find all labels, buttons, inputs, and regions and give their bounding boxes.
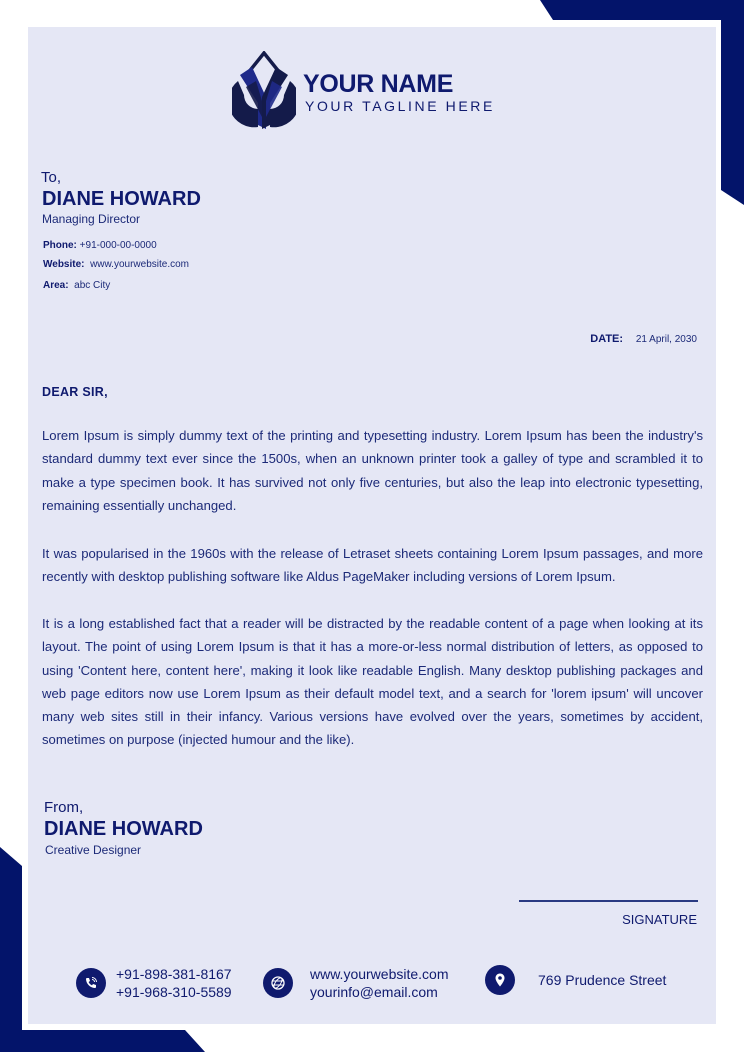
brand-tagline: YOUR TAGLINE HERE — [305, 98, 495, 114]
recipient-website — [43, 259, 189, 270]
sender-name: DIANE HOWARD — [44, 818, 203, 840]
globe-icon — [263, 968, 293, 998]
from-label: From, — [44, 799, 84, 816]
brand-name: YOUR NAME — [303, 70, 454, 98]
body-paragraph-3: It is a long established fact that a reader will be distracted by the readable content of a page when looking at its layout. The point of using Lorem Ipsum is that it has a more-or-less normal distribution of letters, as opposed to using 'Content here, content here', making it look like readable English. Many desktop publishing packages and web page editors now use Lorem Ipsum as their default model text, and a search for 'lorem ipsum' will uncover many web sites still in their infancy. Various versions have evolved over the years, sometimes by accident, sometimes on purpose (injected humour and the like). — [42, 616, 703, 748]
letter-panel — [28, 27, 716, 1024]
tulip-shield-logo-icon — [232, 51, 296, 129]
footer-street: 769 Prudence Street — [538, 972, 667, 988]
date-label: DATE: — [590, 333, 624, 345]
date-value: 21 April, 2030 — [635, 334, 697, 345]
letter-date — [590, 333, 697, 345]
recipient-phone — [43, 240, 157, 251]
footer-website[interactable]: www.yourwebsite.com — [310, 966, 449, 982]
recipient-area — [43, 280, 110, 291]
to-label: To, — [41, 169, 62, 186]
phone-value: +91-000-00-0000 — [79, 240, 157, 251]
phone-icon — [76, 968, 106, 998]
website-value[interactable]: www.yourwebsite.com — [90, 259, 189, 270]
website-label: Website: — [43, 259, 85, 270]
body-paragraph-1: Lorem Ipsum is simply dummy text of the printing and typesetting industry. Lorem Ipsum has been the industry's standard dummy text ever since the 1500s, when an unknown printer took a galley of type and scrambled it to make a type specimen book. It has survived not only five centuries, but also the leap into electronic typesetting, remaining essentially unchanged. — [42, 428, 703, 513]
signature-label: SIGNATURE — [622, 912, 697, 927]
salutation: DEAR SIR, — [42, 385, 108, 399]
footer-web — [263, 965, 449, 1001]
footer-phone-1[interactable]: +91-898-381-8167 — [116, 966, 232, 982]
phone-label: Phone: — [43, 240, 77, 251]
recipient-name: DIANE HOWARD — [42, 188, 201, 210]
footer-phone — [76, 965, 232, 1001]
body-paragraph-2: It was popularised in the 1960s with the release of Letraset sheets containing Lorem Ipsum passages, and more recently with desktop publishing software like Aldus PageMaker including versions of Lorem Ipsum. — [42, 546, 703, 585]
signature-line — [519, 900, 698, 902]
area-label: Area: — [43, 280, 69, 291]
footer-address — [485, 965, 666, 995]
recipient-role: Managing Director — [42, 212, 141, 226]
footer-phone-2[interactable]: +91-968-310-5589 — [116, 984, 232, 1000]
area-value: abc City — [74, 280, 111, 291]
sender-role: Creative Designer — [45, 843, 142, 857]
footer-email[interactable]: yourinfo@email.com — [310, 984, 438, 1000]
location-pin-icon — [485, 965, 515, 995]
